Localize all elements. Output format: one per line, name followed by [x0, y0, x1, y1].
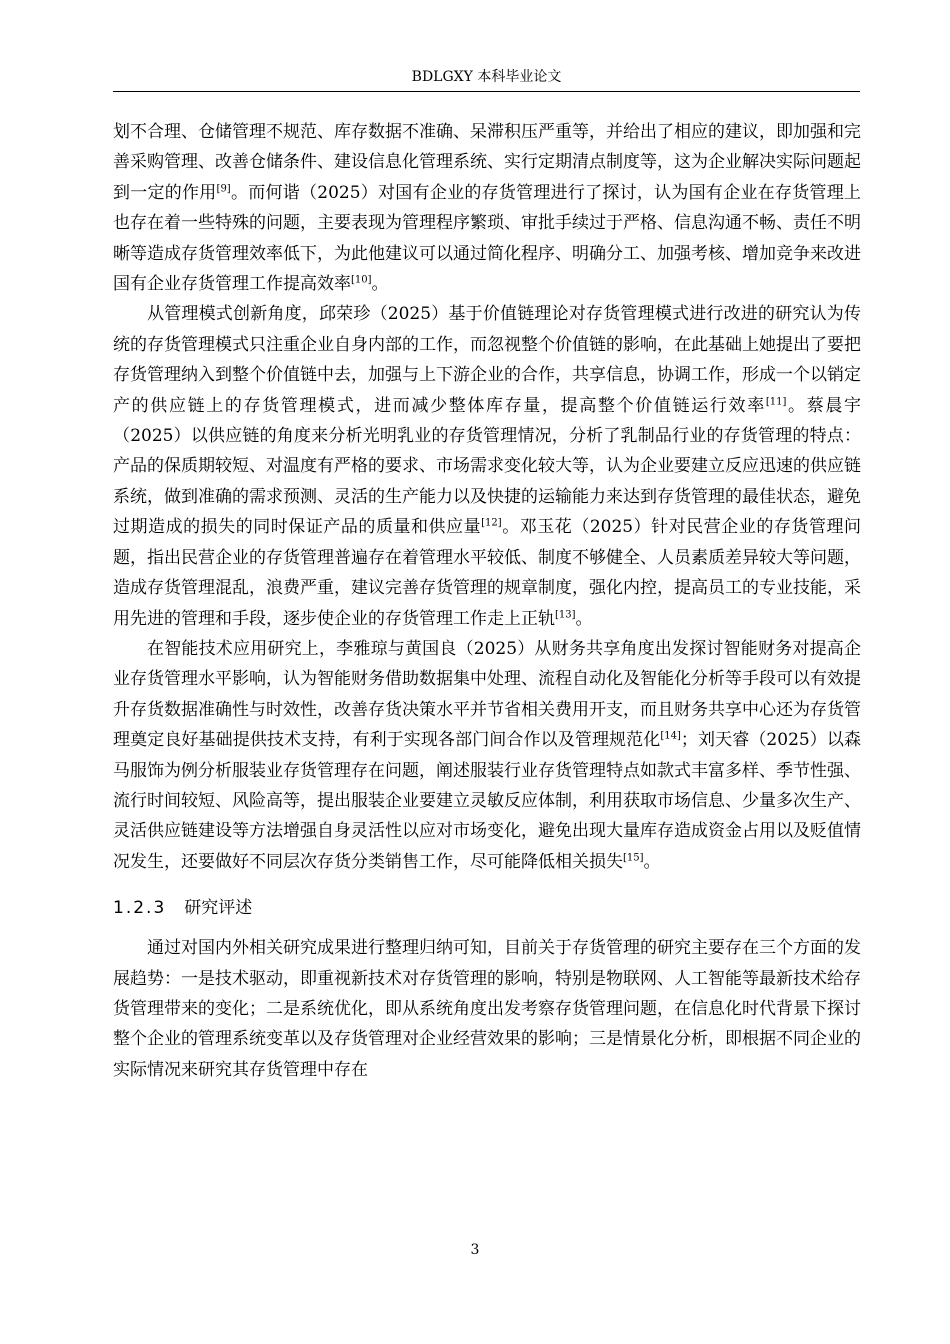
- paragraph: [113, 933, 861, 1085]
- page-number: 3: [470, 1242, 480, 1258]
- section-title: 研究评述: [184, 898, 253, 919]
- text-run: 在智能技术应用研究上，李雅琼与黄国良（2025）从财务共享角度出发探讨智能财务对提高企业存货管理水平影响，认为智能财务借助数据集中处理、流程自动化及智能化分析等手段可以有效提升存货数据准确性与时效性，改善存货决策水平并节省相关费用开支，而且财务共享中心还为存货管理奠定良好基础提供技术支持，有利于实现各部门间合作以及管理规范化: [113, 638, 861, 751]
- citation-ref: [13]: [555, 608, 576, 620]
- text-run: 。: [575, 608, 593, 629]
- text-run: 。邓玉花（2025）针对民营企业的存货管理问题，指出民营企业的存货管理普遍存在着管理水平较低、制度不够健全、人员素质差异较大等问题，造成存货管理混乱，浪费严重，建议完善存货管理的规章制度，强化内控，提高员工的专业技能，采用先进的管理和手段，逐步使企业的存货管理工作走上正轨: [113, 517, 862, 629]
- text-run: 。而何谐（2025）对国有企业的存货管理进行了探讨，认为国有企业在存货管理上也存在着一些特殊的问题，主要表现为管理程序繁琐、审批手续过于严格、信息沟通不畅、责任不明晰等造成存货管理效率低下，为此他建议可以通过简化程序、明确分工、加强考核、增加竞争来改进国有企业存货管理工作提高效率: [113, 182, 861, 295]
- citation-ref: [14]: [660, 730, 681, 742]
- citation-ref: [11]: [765, 396, 787, 407]
- header-title: BDLGXY 本科毕业论文: [411, 69, 562, 85]
- paragraph: [113, 117, 861, 299]
- paragraph: [113, 634, 861, 877]
- text-run: 通过对国内外相关研究成果进行整理归纳可知，目前关于存货管理的研究主要存在三个方面的发展趋势：一是技术驱动，即重视新技术对存货管理的影响，特别是物联网、人工智能等最新技术给存货管理带来的变化；二是系统优化，即从系统角度出发考察存货管理问题，在信息化时代背景下探讨整个企业的管理系统变革以及存货管理对企业经营效果的影响；三是情景化分析，即根据不同企业的实际情况来研究其存货管理中存在: [113, 938, 861, 1080]
- text-run: 。: [371, 274, 389, 295]
- text-run: 划不合理、仓储管理不规范、库存数据不准确、呆滞积压严重等，并给出了相应的建议，即加强和完善采购管理、改善仓储条件、建设信息化管理系统、实行定期清点制度等，这为企业解决实际问题起到一定的作用: [113, 122, 861, 203]
- body-text: [113, 117, 861, 1085]
- page-header: [113, 66, 860, 92]
- section-number: 1.2.3: [113, 898, 167, 919]
- text-run: 。蔡晨宇（2025）以供应链的角度来分析光明乳业的存货管理情况，分析了乳制品行业的存货管理的特点：产品的保质期较短、对温度有严格的要求、市场需求变化较大等，认为企业要建立反应迅速的供应链系统，做到准确的需求预测、灵活的生产能力以及快捷的运输能力来达到存货管理的最佳状态，避免过期造成的损失的同时保证产品的质量和供应量: [113, 395, 862, 538]
- citation-ref: [15]: [623, 852, 644, 864]
- text-run: ；刘天睿（2025）以森马服饰为例分析服装业存货管理存在问题，阐述服装行业存货管理特点如款式丰富多样、季节性强、流行时间较短、风险高等，提出服装企业要建立灵敏反应体制，利用获取市场信息、少量多次生产、灵活供应链建设等方法增强自身灵活性以应对市场变化，避免出现大量库存造成资金占用以及贬值情况发生，还要做好不同层次存货分类销售工作，尽可能降低相关损失: [113, 730, 862, 872]
- citation-ref: [9]: [216, 183, 231, 195]
- citation-ref: [10]: [351, 274, 372, 286]
- section-heading: [113, 893, 861, 923]
- paragraph: [113, 299, 861, 633]
- citation-ref: [12]: [481, 517, 502, 529]
- text-run: 从管理模式创新角度，邱荣珍（2025）基于价值链理论对存货管理模式进行改进的研究认为传统的存货管理模式只注重企业自身内部的工作，而忽视整个价值链的影响，在此基础上她提出了要把存货管理纳入到整个价值链中去，加强与上下游企业的合作，共享信息，协调工作，形成一个以销定产的供应链上的存货管理模式，进而减少整体库存量，提高整个价值链运行效率: [113, 304, 861, 416]
- text-run: 。: [643, 851, 661, 872]
